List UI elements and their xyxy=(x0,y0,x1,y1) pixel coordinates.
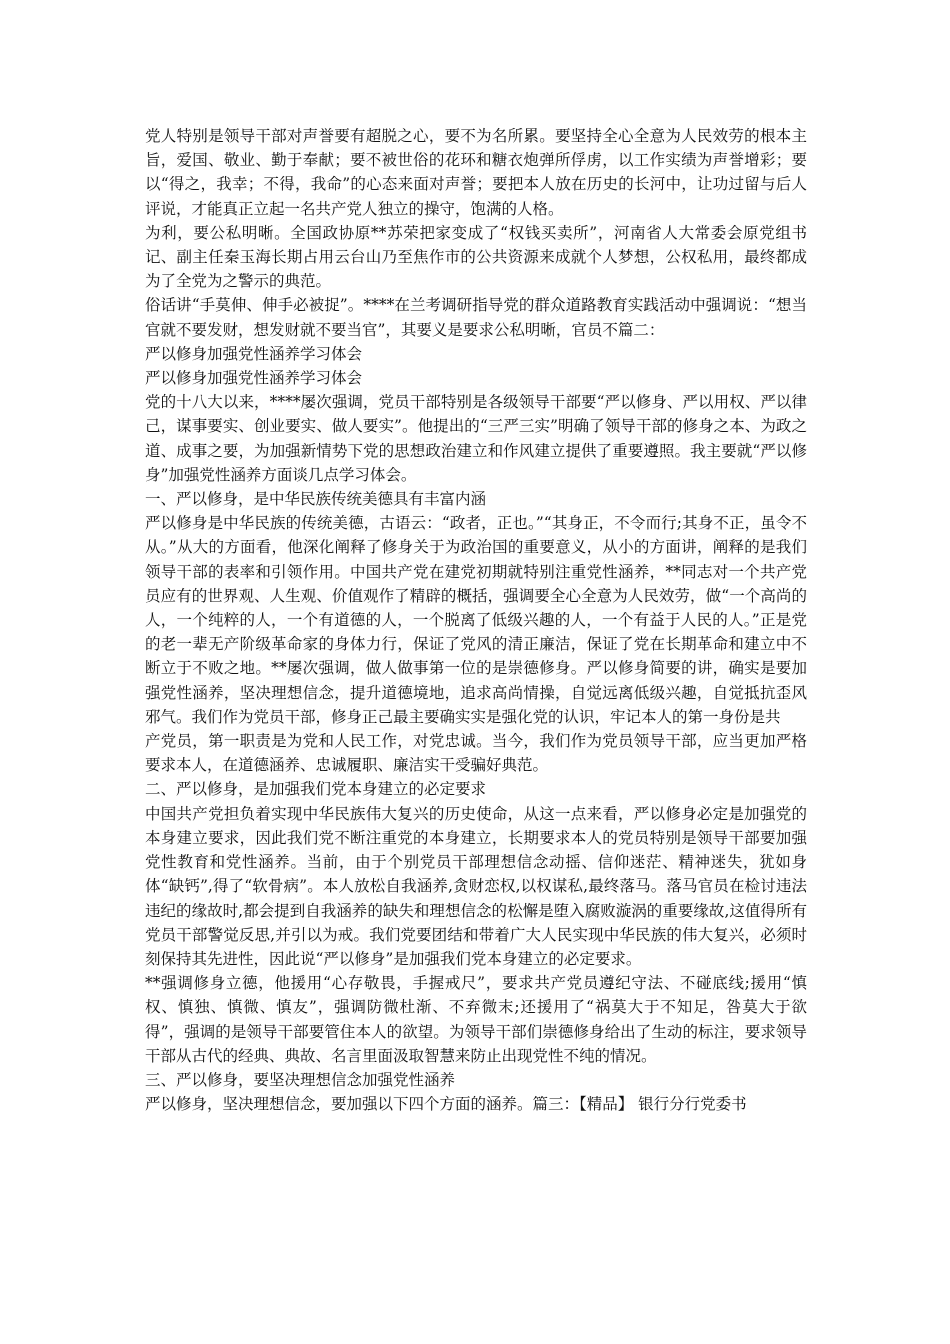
paragraph: 严以修身是中华民族的传统美德，古语云：“政者，正也。”“其身正，不令而行;其身不正，虽令不从。”从大的方面看，他深化阐释了修身关于为政治国的重要意义，从小的方面讲，阐释的是我们领导干部的表率和引领作用。中国共产党在建党初期就特别注重党性涵养，**同志对一个共产党员应有的世界观、人生观、价值观作了精辟的概括，强调要全心全意为人民效劳，做“一个高尚的人，一个纯粹的人，一个有道德的人，一个脱离了低级兴趣的人，一个有益于人民的人。”正是党的老一辈无产阶级革命家的身体力行，保证了党风的清正廉洁，保证了党在长期革命和建立中不断立于不败之地。**屡次强调，做人做事第一位的是崇德修身。严以修身简要的讲，确实是要加强党性涵养，坚决理想信念，提升道德境地，追求高尚情操，自觉远离低级兴趣，自觉抵抗歪风邪气。我们作为党员干部，修身正己最主要确实实是强化党的认识，牢记本人的第一身份是共 xyxy=(145,514,807,726)
section-title: 严以修身加强党性涵养学习体会 xyxy=(145,369,363,388)
section-title: 严以修身加强党性涵养学习体会 xyxy=(145,344,363,363)
paragraph: 党人特别是领导干部对声誉要有超脱之心，要不为名所累。要坚持全心全意为人民效劳的根本主旨，爱国、敬业、勤于奉献；要不被世俗的花环和糖衣炮弹所俘虏，以工作实绩为声誉增彩；要以“得之，我幸；不得，我命”的心态来面对声誉；要把本人放在历史的长河中，让功过留与后人评说，才能真正立起一名共产党人独立的操守，饱满的人格。 xyxy=(145,127,807,218)
paragraph: **强调修身立德，他援用“心存敬畏，手握戒尺”，要求共产党员遵纪守法、不碰底线;援用“慎权、慎独、慎微、慎友”，强调防微杜渐、不弃微末;还援用了“祸莫大于不知足，咎莫大于欲得”，强调的是领导干部要管住本人的欲望。为领导干部们崇德修身给出了生动的标注，要求领导干部从古代的经典、典故、名言里面汲取智慧来防止出现党性不纯的情况。 xyxy=(145,974,807,1065)
paragraph: 严以修身，坚决理想信念，要加强以下四个方面的涵养。篇三：【精品】 银行分行党委书 xyxy=(145,1095,747,1114)
section-heading: 二、严以修身，是加强我们党本身建立的必定要求 xyxy=(145,780,487,799)
section-heading: 三、严以修身，要坚决理想信念加强党性涵养 xyxy=(145,1070,456,1089)
paragraph: 产党员，第一职责是为党和人民工作，对党忠诚。当今，我们作为党员领导干部，应当更加严格要求本人，在道德涵养、忠诚履职、廉洁实干受骗好典范。 xyxy=(145,732,807,775)
paragraph: 党的十八大以来，****屡次强调，党员干部特别是各级领导干部要“严以修身、严以用权、严以律己，谋事要实、创业要实、做人要实”。他提出的“三严三实”明确了领导干部的修身之本、为政之道、成事之要，为加强新情势下党的思想政治建立和作风建立提供了重要遵照。我主要就“严以修身”加强党性涵养方面谈几点学习体会。 xyxy=(145,393,807,484)
paragraph: 中国共产党担负着实现中华民族伟大复兴的历史使命，从这一点来看，严以修身必定是加强党的本身建立要求，因此我们党不断注重党的本身建立，长期要求本人的党员特别是领导干部要加强党性教育和党性涵养。当前，由于个别党员干部理想信念动摇、信仰迷茫、精神迷失，犹如身体“缺钙”,得了“软骨病”。本人放松自我涵养,贪财恋权,以权谋私,最终落马。落马官员在检讨违法违纪的缘故时,都会提到自我涵养的缺失和理想信念的松懈是堕入腐败漩涡的重要缘故,这值得所有党员干部警觉反思,并引以为戒。我们党要团结和带着广大人民实现中华民族的伟大复兴，必须时刻保持其先进性，因此说“严以修身”是加强我们党本身建立的必定要求。 xyxy=(145,804,807,968)
paragraph: 为利，要公私明晰。全国政协原**苏荣把家变成了“权钱买卖所”，河南省人大常委会原党组书记、副主任秦玉海长期占用云台山乃至焦作市的公共资源来成就个人梦想，公权私用，最终都成为了全党为之警示的典范。 xyxy=(145,223,807,291)
paragraph: 俗话讲“手莫伸、伸手必被捉”。****在兰考调研指导党的群众道路教育实践活动中强调说：“想当官就不要发财，想发财就不要当官”，其要义是要求公私明晰，官员不篇二： xyxy=(145,296,807,339)
section-heading: 一、严以修身，是中华民族传统美德具有丰富内涵 xyxy=(145,490,487,509)
document-body xyxy=(145,124,807,1116)
